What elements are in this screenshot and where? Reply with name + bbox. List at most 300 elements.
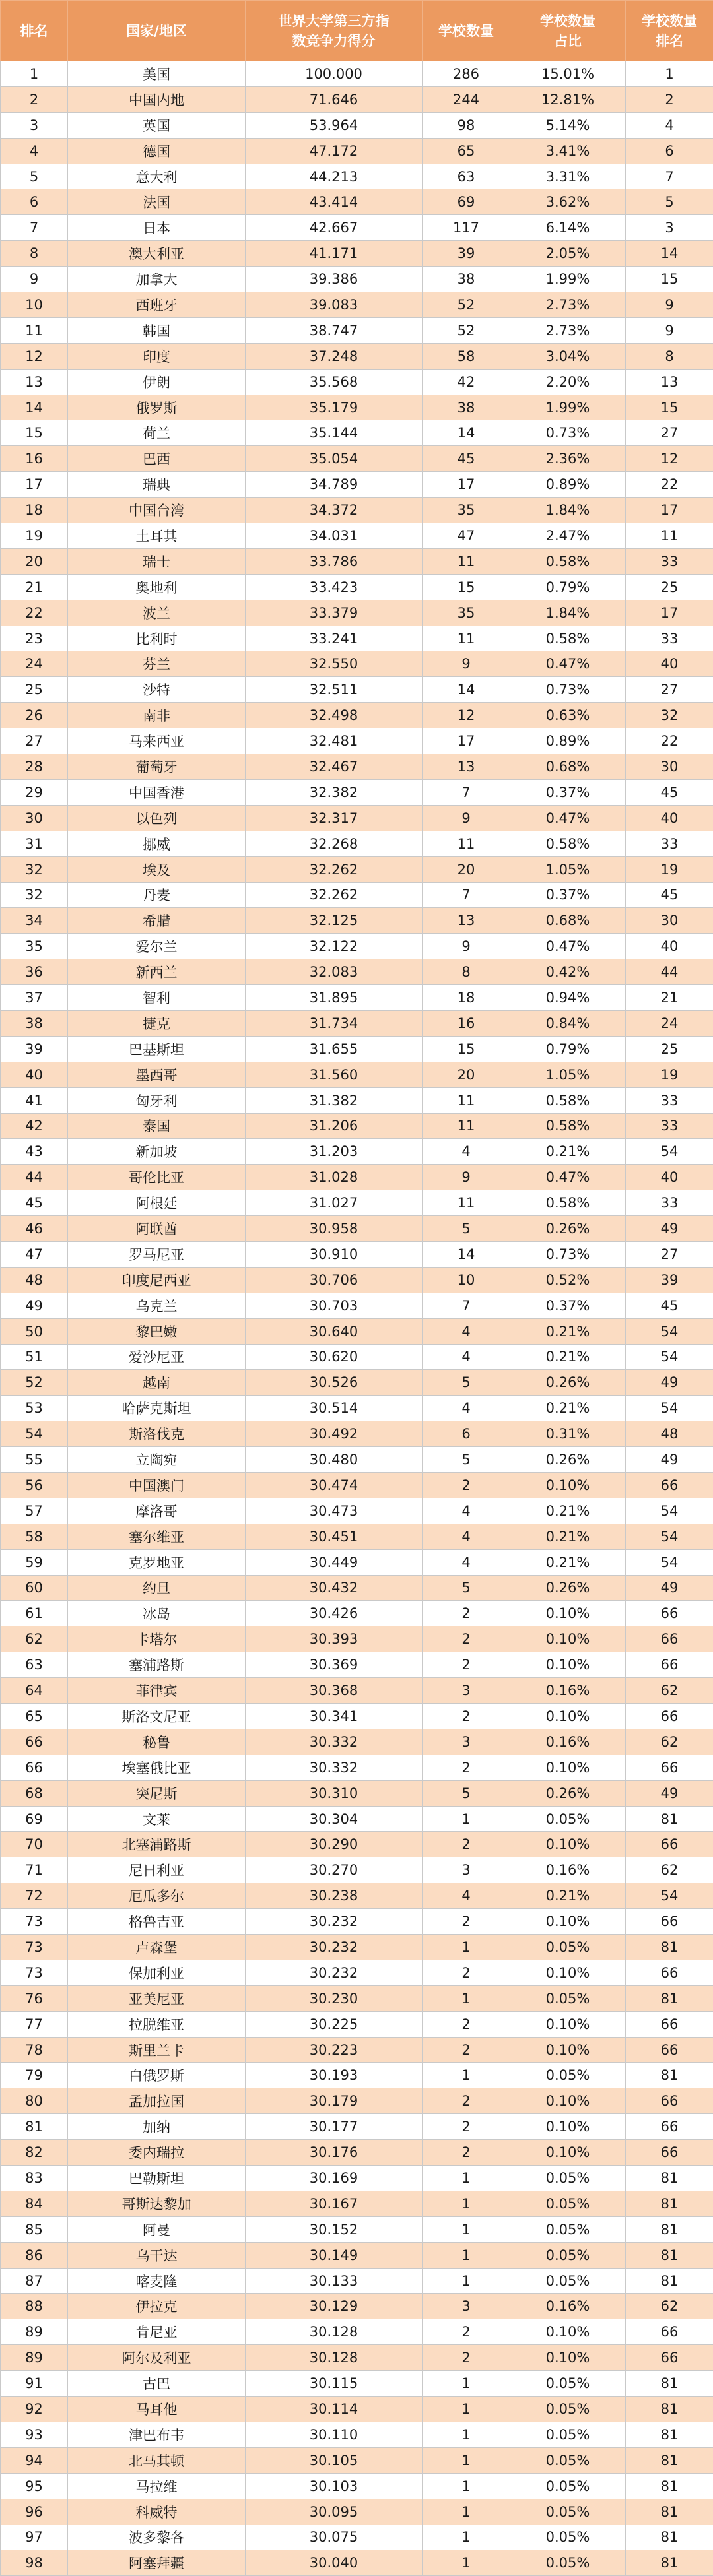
table-row xyxy=(1,1370,713,1396)
cell-count-rank: 27 xyxy=(626,1241,713,1267)
cell-school-share: 3.31% xyxy=(510,164,626,189)
cell-score: 30.449 xyxy=(246,1549,423,1575)
cell-school-count: 52 xyxy=(423,292,510,318)
cell-school-count: 1 xyxy=(423,2499,510,2525)
cell-score: 31.027 xyxy=(246,1190,423,1216)
cell-score: 32.382 xyxy=(246,779,423,805)
cell-count-rank: 22 xyxy=(626,472,713,498)
cell-school-count: 4 xyxy=(423,1524,510,1549)
cell-country: 土耳其 xyxy=(68,523,246,549)
table-row xyxy=(1,1524,713,1549)
cell-count-rank: 40 xyxy=(626,651,713,677)
table-row xyxy=(1,2371,713,2397)
cell-rank: 81 xyxy=(1,2114,68,2140)
cell-school-count: 18 xyxy=(423,985,510,1011)
cell-school-share: 0.21% xyxy=(510,1883,626,1909)
cell-school-share: 0.10% xyxy=(510,1626,626,1652)
cell-school-share: 0.79% xyxy=(510,574,626,600)
cell-school-share: 5.14% xyxy=(510,112,626,138)
table-row xyxy=(1,805,713,831)
cell-school-count: 5 xyxy=(423,1370,510,1396)
cell-count-rank: 81 xyxy=(626,2422,713,2447)
cell-count-rank: 66 xyxy=(626,1652,713,1678)
table-row xyxy=(1,369,713,395)
cell-school-share: 0.21% xyxy=(510,1549,626,1575)
cell-rank: 32 xyxy=(1,856,68,882)
cell-count-rank: 24 xyxy=(626,1010,713,1036)
cell-count-rank: 66 xyxy=(626,2319,713,2345)
table-row xyxy=(1,2525,713,2550)
cell-school-count: 5 xyxy=(423,1447,510,1473)
cell-score: 30.223 xyxy=(246,2037,423,2063)
cell-country: 新加坡 xyxy=(68,1139,246,1165)
table-row xyxy=(1,2216,713,2242)
cell-score: 30.115 xyxy=(246,2371,423,2397)
cell-school-share: 0.10% xyxy=(510,2088,626,2114)
cell-school-share: 3.04% xyxy=(510,343,626,369)
table-row xyxy=(1,1780,713,1806)
table-row xyxy=(1,2242,713,2268)
cell-country: 伊朗 xyxy=(68,369,246,395)
cell-country: 比利时 xyxy=(68,626,246,651)
cell-school-count: 2 xyxy=(423,1960,510,1985)
cell-school-share: 0.05% xyxy=(510,2525,626,2550)
cell-count-rank: 45 xyxy=(626,1293,713,1318)
table-row xyxy=(1,2345,713,2371)
cell-count-rank: 81 xyxy=(626,2499,713,2525)
cell-school-count: 1 xyxy=(423,2525,510,2550)
cell-count-rank: 54 xyxy=(626,1344,713,1370)
cell-country: 中国香港 xyxy=(68,779,246,805)
cell-country: 孟加拉国 xyxy=(68,2088,246,2114)
cell-score: 30.075 xyxy=(246,2525,423,2550)
cell-rank: 35 xyxy=(1,934,68,959)
cell-rank: 82 xyxy=(1,2140,68,2166)
cell-count-rank: 81 xyxy=(626,2166,713,2191)
cell-score: 41.171 xyxy=(246,241,423,267)
table-row xyxy=(1,1472,713,1498)
cell-school-count: 1 xyxy=(423,2473,510,2499)
table-row xyxy=(1,908,713,934)
cell-school-count: 1 xyxy=(423,2242,510,2268)
cell-country: 新西兰 xyxy=(68,959,246,985)
cell-score: 30.128 xyxy=(246,2345,423,2371)
table-row xyxy=(1,2191,713,2216)
cell-school-count: 2 xyxy=(423,2345,510,2371)
cell-school-share: 0.10% xyxy=(510,2114,626,2140)
cell-school-share: 0.16% xyxy=(510,2294,626,2319)
cell-rank: 49 xyxy=(1,1293,68,1318)
cell-rank: 17 xyxy=(1,472,68,498)
cell-score: 30.128 xyxy=(246,2319,423,2345)
cell-school-share: 0.79% xyxy=(510,1036,626,1062)
cell-country: 厄瓜多尔 xyxy=(68,1883,246,1909)
cell-rank: 73 xyxy=(1,1935,68,1960)
cell-school-share: 0.26% xyxy=(510,1575,626,1601)
cell-score: 30.193 xyxy=(246,2063,423,2088)
cell-score: 32.317 xyxy=(246,805,423,831)
cell-school-share: 1.99% xyxy=(510,267,626,292)
cell-school-share: 2.73% xyxy=(510,292,626,318)
cell-school-share: 0.63% xyxy=(510,703,626,728)
cell-rank: 37 xyxy=(1,985,68,1011)
cell-score: 30.149 xyxy=(246,2242,423,2268)
cell-country: 波多黎各 xyxy=(68,2525,246,2550)
cell-country: 塞尔维亚 xyxy=(68,1524,246,1549)
cell-rank: 52 xyxy=(1,1370,68,1396)
cell-rank: 5 xyxy=(1,164,68,189)
header-count-rank: 学校数量 排名 xyxy=(626,1,713,61)
cell-school-count: 1 xyxy=(423,1806,510,1832)
cell-country: 瑞典 xyxy=(68,472,246,498)
cell-school-share: 0.10% xyxy=(510,2037,626,2063)
cell-school-count: 117 xyxy=(423,215,510,241)
table-row xyxy=(1,395,713,420)
cell-count-rank: 54 xyxy=(626,1498,713,1524)
table-row xyxy=(1,1241,713,1267)
table-row xyxy=(1,1652,713,1678)
table-row xyxy=(1,2447,713,2473)
cell-country: 阿曼 xyxy=(68,2216,246,2242)
cell-school-share: 0.89% xyxy=(510,472,626,498)
cell-country: 约旦 xyxy=(68,1575,246,1601)
cell-rank: 89 xyxy=(1,2345,68,2371)
cell-school-share: 0.05% xyxy=(510,1985,626,2011)
cell-count-rank: 81 xyxy=(626,1985,713,2011)
cell-country: 瑞士 xyxy=(68,548,246,574)
cell-country: 喀麦隆 xyxy=(68,2268,246,2294)
cell-count-rank: 81 xyxy=(626,1935,713,1960)
cell-score: 30.474 xyxy=(246,1472,423,1498)
table-row xyxy=(1,882,713,908)
header-school-share: 学校数量 占比 xyxy=(510,1,626,61)
cell-school-count: 12 xyxy=(423,703,510,728)
cell-school-count: 2 xyxy=(423,1626,510,1652)
table-row xyxy=(1,959,713,985)
cell-country: 斯洛伐克 xyxy=(68,1421,246,1447)
cell-country: 中国台湾 xyxy=(68,498,246,523)
cell-score: 31.734 xyxy=(246,1010,423,1036)
cell-school-share: 2.05% xyxy=(510,241,626,267)
cell-rank: 30 xyxy=(1,805,68,831)
cell-school-count: 2 xyxy=(423,2088,510,2114)
cell-score: 35.179 xyxy=(246,395,423,420)
header-rank: 排名 xyxy=(1,1,68,61)
cell-score: 33.241 xyxy=(246,626,423,651)
cell-rank: 51 xyxy=(1,1344,68,1370)
cell-score: 32.083 xyxy=(246,959,423,985)
cell-country: 古巴 xyxy=(68,2371,246,2397)
cell-rank: 14 xyxy=(1,395,68,420)
cell-score: 30.270 xyxy=(246,1857,423,1883)
cell-score: 30.232 xyxy=(246,1960,423,1985)
cell-score: 32.550 xyxy=(246,651,423,677)
cell-school-share: 1.84% xyxy=(510,498,626,523)
cell-rank: 22 xyxy=(1,600,68,626)
cell-country: 哥斯达黎加 xyxy=(68,2191,246,2216)
cell-school-count: 1 xyxy=(423,2447,510,2473)
cell-rank: 86 xyxy=(1,2242,68,2268)
cell-country: 菲律宾 xyxy=(68,1678,246,1704)
cell-country: 以色列 xyxy=(68,805,246,831)
cell-school-count: 2 xyxy=(423,1704,510,1729)
cell-country: 白俄罗斯 xyxy=(68,2063,246,2088)
cell-school-share: 2.20% xyxy=(510,369,626,395)
cell-score: 30.620 xyxy=(246,1344,423,1370)
table-row xyxy=(1,1729,713,1755)
cell-rank: 63 xyxy=(1,1652,68,1678)
cell-score: 30.369 xyxy=(246,1652,423,1678)
cell-school-share: 0.05% xyxy=(510,2268,626,2294)
cell-count-rank: 49 xyxy=(626,1780,713,1806)
cell-rank: 92 xyxy=(1,2397,68,2422)
cell-school-count: 286 xyxy=(423,61,510,87)
cell-score: 30.426 xyxy=(246,1601,423,1626)
cell-count-rank: 81 xyxy=(626,2550,713,2576)
cell-country: 斯里兰卡 xyxy=(68,2037,246,2063)
cell-score: 33.786 xyxy=(246,548,423,574)
cell-rank: 19 xyxy=(1,523,68,549)
cell-school-count: 1 xyxy=(423,2216,510,2242)
cell-country: 德国 xyxy=(68,138,246,164)
cell-rank: 88 xyxy=(1,2294,68,2319)
cell-rank: 57 xyxy=(1,1498,68,1524)
table-row xyxy=(1,1087,713,1113)
cell-country: 亚美尼亚 xyxy=(68,1985,246,2011)
table-row xyxy=(1,728,713,754)
cell-count-rank: 9 xyxy=(626,317,713,343)
cell-rank: 58 xyxy=(1,1524,68,1549)
cell-rank: 10 xyxy=(1,292,68,318)
cell-school-share: 0.05% xyxy=(510,2473,626,2499)
cell-rank: 80 xyxy=(1,2088,68,2114)
table-row xyxy=(1,626,713,651)
cell-rank: 18 xyxy=(1,498,68,523)
cell-country: 加拿大 xyxy=(68,267,246,292)
cell-school-share: 0.58% xyxy=(510,1113,626,1139)
cell-school-share: 0.05% xyxy=(510,2063,626,2088)
cell-rank: 42 xyxy=(1,1113,68,1139)
cell-country: 伊拉克 xyxy=(68,2294,246,2319)
cell-score: 31.203 xyxy=(246,1139,423,1165)
table-row xyxy=(1,574,713,600)
cell-school-share: 0.10% xyxy=(510,1601,626,1626)
cell-count-rank: 49 xyxy=(626,1216,713,1242)
cell-school-share: 0.05% xyxy=(510,2550,626,2576)
cell-school-share: 0.05% xyxy=(510,2216,626,2242)
cell-school-share: 0.05% xyxy=(510,2397,626,2422)
cell-school-share: 0.47% xyxy=(510,805,626,831)
cell-school-share: 0.58% xyxy=(510,626,626,651)
cell-score: 33.379 xyxy=(246,600,423,626)
cell-score: 30.341 xyxy=(246,1704,423,1729)
cell-school-count: 5 xyxy=(423,1575,510,1601)
cell-country: 津巴布韦 xyxy=(68,2422,246,2447)
table-header xyxy=(1,1,713,61)
cell-school-count: 2 xyxy=(423,1755,510,1780)
cell-country: 泰国 xyxy=(68,1113,246,1139)
cell-rank: 56 xyxy=(1,1472,68,1498)
cell-count-rank: 12 xyxy=(626,446,713,472)
cell-school-share: 0.21% xyxy=(510,1344,626,1370)
cell-country: 奥地利 xyxy=(68,574,246,600)
table-row xyxy=(1,1857,713,1883)
cell-country: 中国澳门 xyxy=(68,1472,246,1498)
cell-score: 39.083 xyxy=(246,292,423,318)
cell-score: 30.176 xyxy=(246,2140,423,2166)
cell-school-share: 0.10% xyxy=(510,2140,626,2166)
cell-school-share: 0.58% xyxy=(510,1190,626,1216)
cell-school-count: 3 xyxy=(423,1678,510,1704)
cell-school-count: 58 xyxy=(423,343,510,369)
cell-country: 爱尔兰 xyxy=(68,934,246,959)
cell-score: 30.103 xyxy=(246,2473,423,2499)
cell-country: 委内瑞拉 xyxy=(68,2140,246,2166)
cell-school-count: 1 xyxy=(423,2268,510,2294)
cell-score: 30.129 xyxy=(246,2294,423,2319)
cell-rank: 46 xyxy=(1,1216,68,1242)
cell-rank: 78 xyxy=(1,2037,68,2063)
table-row xyxy=(1,189,713,215)
cell-school-share: 0.05% xyxy=(510,1935,626,1960)
cell-school-share: 0.31% xyxy=(510,1421,626,1447)
cell-rank: 20 xyxy=(1,548,68,574)
cell-count-rank: 4 xyxy=(626,112,713,138)
cell-count-rank: 81 xyxy=(626,2447,713,2473)
cell-count-rank: 8 xyxy=(626,343,713,369)
cell-score: 31.382 xyxy=(246,1087,423,1113)
cell-rank: 8 xyxy=(1,241,68,267)
cell-school-share: 0.10% xyxy=(510,1704,626,1729)
cell-country: 摩洛哥 xyxy=(68,1498,246,1524)
cell-rank: 45 xyxy=(1,1190,68,1216)
cell-country: 罗马尼亚 xyxy=(68,1241,246,1267)
cell-school-count: 9 xyxy=(423,1165,510,1190)
cell-rank: 79 xyxy=(1,2063,68,2088)
cell-school-share: 0.10% xyxy=(510,1960,626,1985)
table-row xyxy=(1,2037,713,2063)
cell-count-rank: 15 xyxy=(626,267,713,292)
cell-school-share: 0.16% xyxy=(510,1678,626,1704)
cell-rank: 94 xyxy=(1,2447,68,2473)
cell-rank: 11 xyxy=(1,317,68,343)
cell-score: 30.040 xyxy=(246,2550,423,2576)
table-row xyxy=(1,1062,713,1087)
cell-rank: 23 xyxy=(1,626,68,651)
cell-score: 30.114 xyxy=(246,2397,423,2422)
cell-school-share: 0.10% xyxy=(510,2011,626,2037)
cell-rank: 26 xyxy=(1,703,68,728)
cell-score: 30.133 xyxy=(246,2268,423,2294)
cell-country: 乌干达 xyxy=(68,2242,246,2268)
table-row xyxy=(1,215,713,241)
cell-rank: 40 xyxy=(1,1062,68,1087)
cell-score: 43.414 xyxy=(246,189,423,215)
cell-count-rank: 33 xyxy=(626,1190,713,1216)
cell-rank: 89 xyxy=(1,2319,68,2345)
cell-score: 31.206 xyxy=(246,1113,423,1139)
cell-count-rank: 3 xyxy=(626,215,713,241)
cell-country: 智利 xyxy=(68,985,246,1011)
cell-rank: 70 xyxy=(1,1832,68,1857)
cell-score: 30.492 xyxy=(246,1421,423,1447)
cell-school-count: 20 xyxy=(423,1062,510,1087)
cell-rank: 73 xyxy=(1,1960,68,1985)
cell-count-rank: 54 xyxy=(626,1318,713,1344)
cell-school-share: 3.62% xyxy=(510,189,626,215)
cell-rank: 76 xyxy=(1,1985,68,2011)
cell-count-rank: 54 xyxy=(626,1883,713,1909)
table-row xyxy=(1,1960,713,1985)
table-row xyxy=(1,703,713,728)
cell-country: 印度尼西亚 xyxy=(68,1267,246,1293)
cell-school-count: 42 xyxy=(423,369,510,395)
cell-score: 30.640 xyxy=(246,1318,423,1344)
cell-count-rank: 33 xyxy=(626,548,713,574)
cell-school-count: 17 xyxy=(423,472,510,498)
cell-school-share: 0.05% xyxy=(510,2447,626,2473)
cell-score: 30.167 xyxy=(246,2191,423,2216)
cell-score: 30.095 xyxy=(246,2499,423,2525)
cell-school-share: 0.16% xyxy=(510,1729,626,1755)
cell-country: 哥伦比亚 xyxy=(68,1165,246,1190)
cell-count-rank: 81 xyxy=(626,2525,713,2550)
cell-school-count: 4 xyxy=(423,1344,510,1370)
cell-count-rank: 66 xyxy=(626,2114,713,2140)
cell-count-rank: 81 xyxy=(626,2242,713,2268)
table-row xyxy=(1,934,713,959)
table-row xyxy=(1,548,713,574)
cell-score: 42.667 xyxy=(246,215,423,241)
cell-country: 科威特 xyxy=(68,2499,246,2525)
cell-rank: 4 xyxy=(1,138,68,164)
cell-score: 31.895 xyxy=(246,985,423,1011)
cell-country: 乌克兰 xyxy=(68,1293,246,1318)
cell-school-count: 14 xyxy=(423,1241,510,1267)
table-row xyxy=(1,112,713,138)
cell-school-count: 2 xyxy=(423,1832,510,1857)
table-row xyxy=(1,164,713,189)
cell-school-share: 0.21% xyxy=(510,1139,626,1165)
cell-school-share: 0.26% xyxy=(510,1370,626,1396)
cell-school-share: 1.05% xyxy=(510,1062,626,1087)
cell-school-count: 17 xyxy=(423,728,510,754)
cell-rank: 9 xyxy=(1,267,68,292)
cell-school-count: 14 xyxy=(423,677,510,703)
cell-count-rank: 17 xyxy=(626,600,713,626)
table-row xyxy=(1,317,713,343)
table-row xyxy=(1,1909,713,1935)
table-row xyxy=(1,1832,713,1857)
cell-school-count: 2 xyxy=(423,1909,510,1935)
table-row xyxy=(1,754,713,780)
table-row xyxy=(1,1704,713,1729)
cell-score: 30.169 xyxy=(246,2166,423,2191)
cell-rank: 13 xyxy=(1,369,68,395)
cell-school-share: 0.37% xyxy=(510,779,626,805)
table-row xyxy=(1,138,713,164)
cell-school-share: 0.21% xyxy=(510,1396,626,1421)
cell-country: 马来西亚 xyxy=(68,728,246,754)
cell-rank: 1 xyxy=(1,61,68,87)
cell-school-count: 2 xyxy=(423,2037,510,2063)
header-score: 世界大学第三方指 数竞争力得分 xyxy=(246,1,423,61)
table-row xyxy=(1,1165,713,1190)
cell-school-count: 35 xyxy=(423,600,510,626)
cell-count-rank: 19 xyxy=(626,1062,713,1087)
cell-score: 35.144 xyxy=(246,420,423,446)
table-row xyxy=(1,2088,713,2114)
